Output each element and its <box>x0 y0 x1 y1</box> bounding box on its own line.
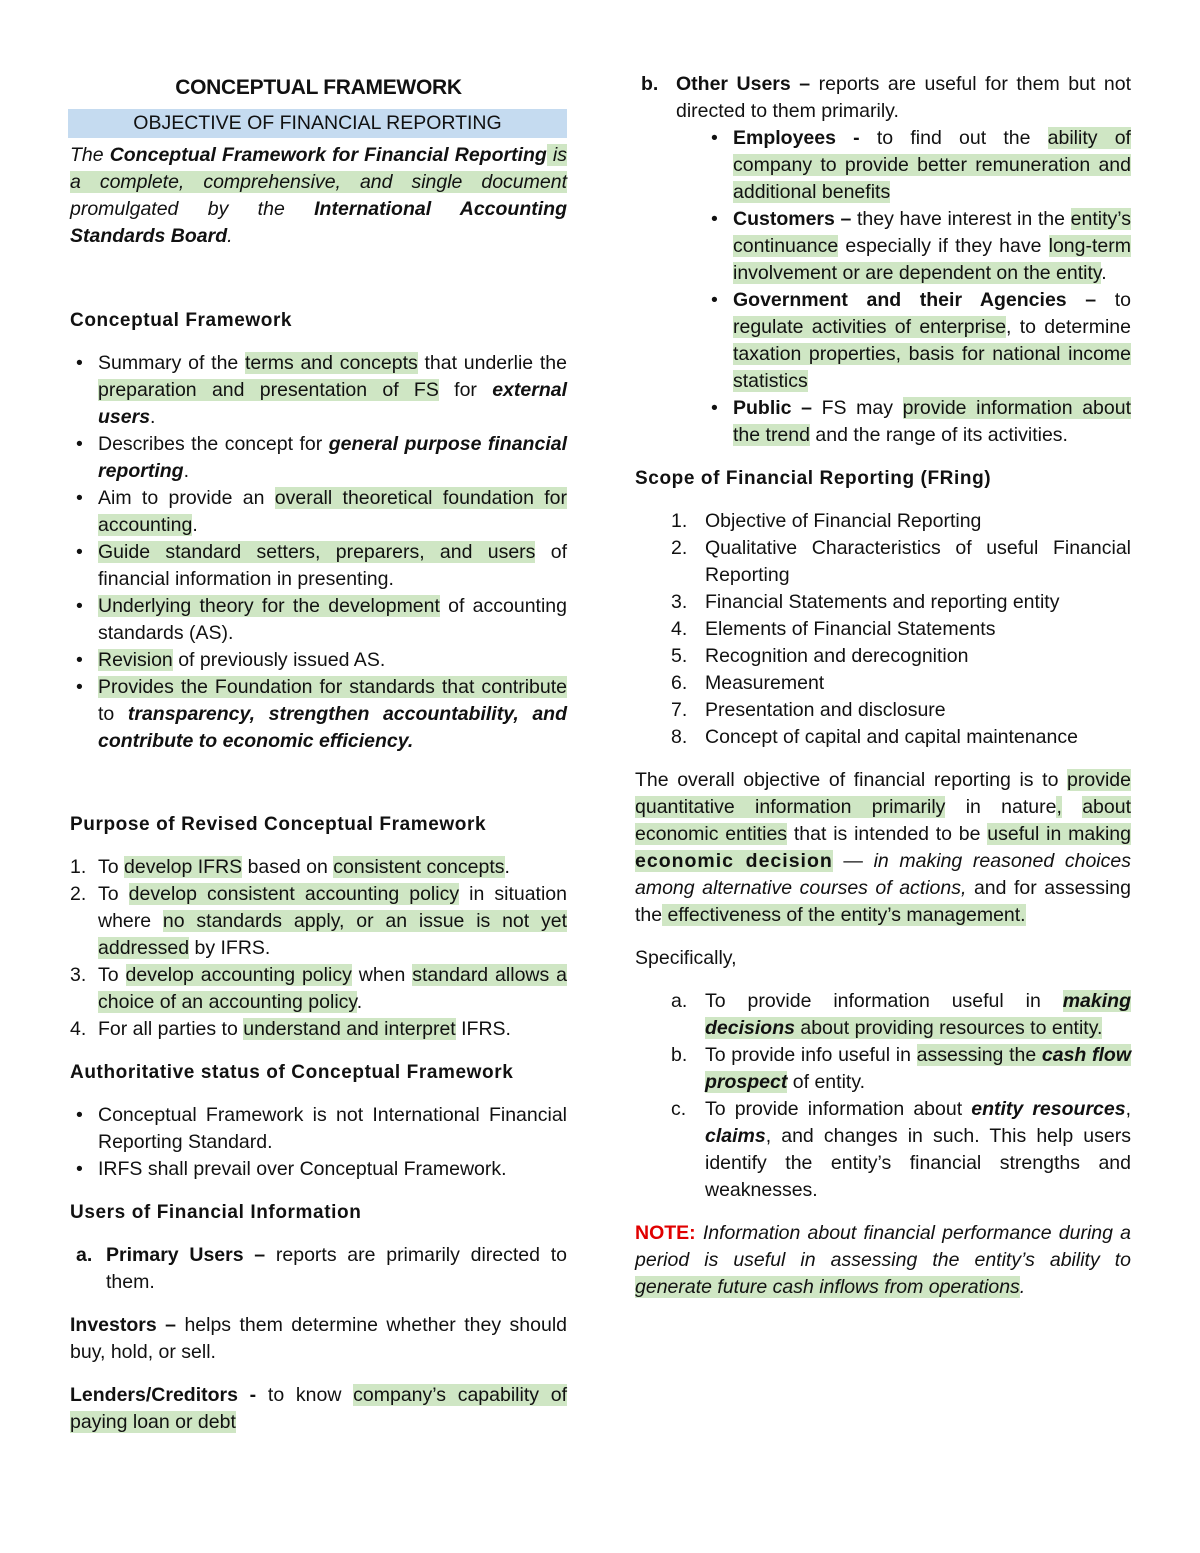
list-item: • Provides the Foundation for standards that contribute to transparency, strengthen accountability, and contribute to economic efficiency. <box>70 674 567 755</box>
other-users-sublist <box>705 125 1131 449</box>
list-item: • Employees - to find out the ability of company to provide better remuneration and additional benefits <box>705 125 1131 206</box>
list-item: • Conceptual Framework is not International Financial Reporting Standard. <box>70 1102 567 1156</box>
page-title: CONCEPTUAL FRAMEWORK <box>175 76 462 99</box>
list-item: • Revision of previously issued AS. <box>70 647 567 674</box>
note-paragraph: NOTE: Information about financial performance during a period is useful in assessing the entity’s ability to generate future cash inflows from operations. <box>635 1222 1131 1298</box>
list-item: a. Primary Users – reports are primarily directed to them. <box>76 1244 567 1293</box>
list-item: 1. To develop IFRS based on consistent concepts. <box>70 856 510 878</box>
left-column <box>70 68 567 1436</box>
list-item: b. Other Users – reports are useful for them but not directed to them primarily. <box>641 73 1131 122</box>
list-item: 4. Elements of Financial Statements <box>671 618 996 640</box>
heading-authoritative-status: Authoritative status of Conceptual Framework <box>70 1062 514 1083</box>
intro-paragraph: The Conceptual Framework for Financial Reporting is a complete, comprehensive, and single document promulgated by the International Accounting Standards Board. <box>70 144 567 247</box>
list-item: • Public – FS may provide information about the trend and the range of its activities. <box>705 395 1131 449</box>
list-item: c. To provide information about entity resources, claims, and changes in such. This help users identify the entity’s financial strengths and weaknesses. <box>671 1098 1131 1201</box>
list-item: b. To provide info useful in assessing the cash flow prospect of entity. <box>671 1044 1132 1093</box>
heading-users: Users of Financial Information <box>70 1202 362 1223</box>
other-users-list <box>635 71 1131 125</box>
primary-users-list <box>70 1242 567 1296</box>
heading-conceptual-framework: Conceptual Framework <box>70 310 293 331</box>
lenders-paragraph: Lenders/Creditors - to know company’s capability of paying loan or debt <box>70 1384 567 1433</box>
list-item: • Describes the concept for general purpose financial reporting. <box>70 431 567 485</box>
investors-paragraph: Investors – helps them determine whether they should buy, hold, or sell. <box>70 1314 568 1363</box>
scope-list <box>671 508 1131 751</box>
list-item: 3. To develop accounting policy when standard allows a choice of an accounting policy. <box>70 964 568 1013</box>
list-item: 7. Presentation and disclosure <box>671 699 946 721</box>
list-item: • Customers – they have interest in the entity’s continuance especially if they have long-term involvement or are dependent on the entity. <box>705 206 1131 287</box>
heading-purpose: Purpose of Revised Conceptual Framework <box>70 814 487 835</box>
list-item: 2. To develop consistent accounting policy in situation where no standards apply, or an issue is not yet addressed by IFRS. <box>70 883 568 959</box>
list-item: 2. Qualitative Characteristics of useful Financial Reporting <box>671 537 1131 586</box>
list-item: a. To provide information useful in making decisions about providing resources to entity. <box>671 990 1131 1039</box>
purpose-list <box>70 854 567 1043</box>
list-item: • IRFS shall prevail over Conceptual Framework. <box>70 1156 567 1183</box>
right-column <box>635 68 1131 1301</box>
list-item: 1. Objective of Financial Reporting <box>671 510 982 532</box>
specifically-list <box>671 988 1131 1204</box>
list-item: 3. Financial Statements and reporting entity <box>671 591 1060 613</box>
section-banner: OBJECTIVE OF FINANCIAL REPORTING <box>68 109 567 138</box>
list-item: 8. Concept of capital and capital maintenance <box>671 726 1078 748</box>
note-label: NOTE: <box>635 1222 696 1244</box>
heading-scope: Scope of Financial Reporting (FRing) <box>635 468 992 489</box>
list-item: • Guide standard setters, preparers, and users of financial information in presenting. <box>70 539 567 593</box>
list-item: 5. Recognition and derecognition <box>671 645 969 667</box>
specifically-label: Specifically, <box>635 947 737 969</box>
list-item: • Summary of the terms and concepts that underlie the preparation and presentation of FS for external users. <box>70 350 567 431</box>
list-item: • Government and their Agencies – to regulate activities of enterprise, to determine taxation properties, basis for national income statistics <box>705 287 1131 395</box>
list-item: • Aim to provide an overall theoretical foundation for accounting. <box>70 485 567 539</box>
cf-bullet-list <box>70 350 567 755</box>
list-item: • Underlying theory for the development of accounting standards (AS). <box>70 593 567 647</box>
list-item: 6. Measurement <box>671 672 825 694</box>
list-item: 4. For all parties to understand and interpret IFRS. <box>70 1018 511 1040</box>
overall-objective-paragraph: The overall objective of financial reporting is to provide quantitative information primarily in nature, about economic entities that is intended to be useful in making economic decision — in making reasoned choices among alternative courses of actions, and for assessing the effectiveness of the entity’s management. <box>635 769 1132 926</box>
status-list <box>70 1102 567 1183</box>
